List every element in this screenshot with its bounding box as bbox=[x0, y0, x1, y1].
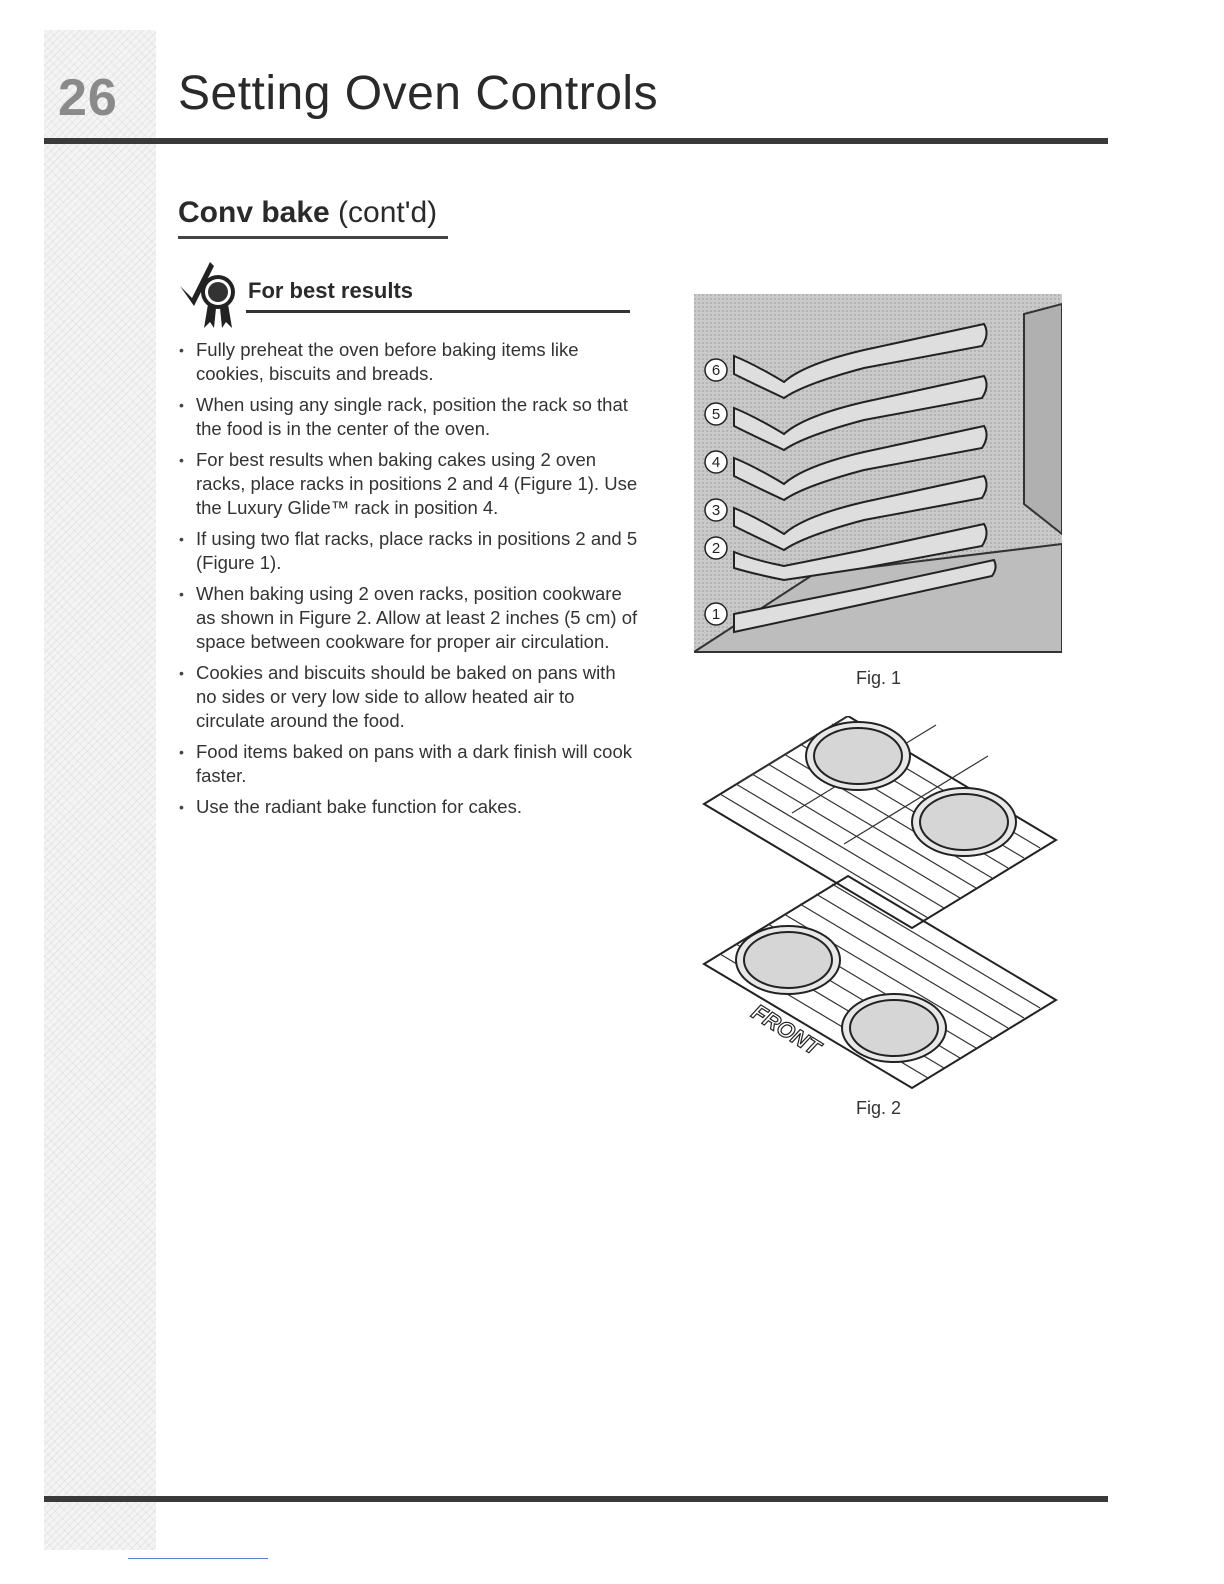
position-label: 5 bbox=[711, 406, 721, 423]
position-label: 2 bbox=[711, 540, 721, 557]
position-label: 3 bbox=[711, 502, 721, 519]
tip-item: • When using any single rack, position the rack so that the food is in the center of the oven. bbox=[178, 393, 638, 441]
section-title-bold: Conv bake bbox=[178, 196, 330, 229]
top-rule bbox=[44, 138, 1108, 144]
tip-item: • For best results when baking cakes using 2 oven racks, place racks in positions 2 and 4 (Figure 1). Use the Luxury Glide™ rack in position 4. bbox=[178, 448, 638, 520]
front-label: FRONT bbox=[747, 999, 825, 1061]
tip-item: • Use the radiant bake function for cakes. bbox=[178, 795, 638, 819]
figure-1-caption: Fig. 1 bbox=[856, 668, 902, 688]
section-title-rest: (cont'd) bbox=[329, 196, 438, 229]
tip-item: • When baking using 2 oven racks, position cookware as shown in Figure 2. Allow at least 2 inches (5 cm) of space between cookware for proper air circulation. bbox=[178, 582, 638, 654]
footer-line bbox=[128, 1558, 268, 1559]
tips-list bbox=[178, 338, 638, 826]
tip-item: • Fully preheat the oven before baking items like cookies, biscuits and breads. bbox=[178, 338, 638, 386]
position-label: 6 bbox=[711, 362, 721, 379]
oven-side-wall bbox=[1024, 304, 1062, 534]
figure-2-caption: Fig. 2 bbox=[856, 1098, 902, 1118]
section-title bbox=[178, 196, 448, 239]
ribbon-check-icon bbox=[180, 258, 242, 330]
bottom-rule bbox=[44, 1496, 1108, 1502]
best-results-rule bbox=[246, 310, 630, 313]
cookware-placement-figure bbox=[700, 716, 1060, 1096]
page-number: 26 bbox=[58, 69, 118, 127]
tip-item: • If using two flat racks, place racks in positions 2 and 5 (Figure 1). bbox=[178, 527, 638, 575]
tip-item: • Cookies and biscuits should be baked on pans with no sides or very low side to allow heated air to circulate around the food. bbox=[178, 661, 638, 733]
tip-item: • Food items baked on pans with a dark finish will cook faster. bbox=[178, 740, 638, 788]
page-title: Setting Oven Controls bbox=[178, 67, 659, 120]
best-results-title: For best results bbox=[248, 278, 414, 303]
position-label: 1 bbox=[711, 606, 721, 623]
side-pattern-strip bbox=[44, 30, 156, 1550]
best-results-header bbox=[180, 258, 630, 318]
position-label: 4 bbox=[711, 454, 721, 471]
oven-rack-positions-figure bbox=[694, 294, 1062, 654]
